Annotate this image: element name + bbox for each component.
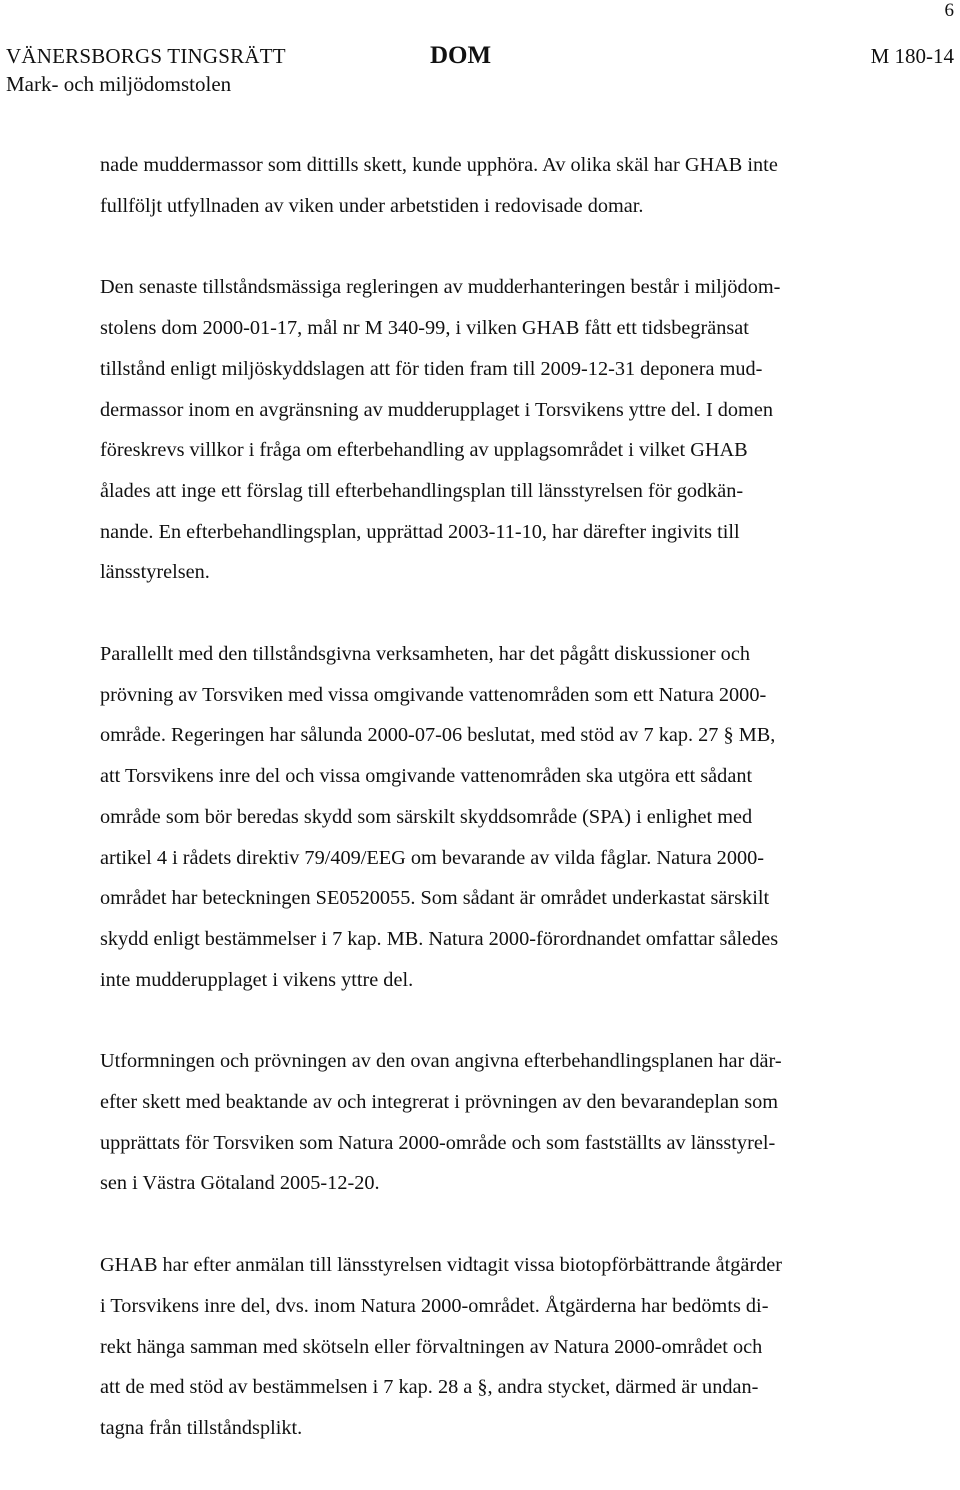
- paragraph: GHAB har efter anmälan till länsstyrelsen vidtagit vissa biotopförbättrande åtgärder i Torsvikens inre del, dvs. inom Natura 2000-området. Åtgärderna har bedömts di- rekt hänga samman med skötseln eller förvaltningen av Natura 2000-området och att de med stöd av bestämmelsen i 7 kap. 28 a §, andra stycket, därmed är undan- tagna från tillståndsplikt.: [100, 1254, 783, 1439]
- court-name: VÄNERSBORGS TINGSRÄTT: [6, 44, 286, 68]
- paragraph: Den senaste tillståndsmässiga regleringen av mudderhanteringen består i miljödom- stolens dom 2000-01-17, mål nr M 340-99, i vilken GHAB fått ett tidsbegränsat tillstånd enligt miljöskyddslagen att för tiden fram till 2009-12-31 deponera mud- dermassor inom en avgränsning av mudderupplaget i Torsvikens yttre del. I domen föreskrevs villkor i fråga om efterbehandling av upplagsområdet i vilket GHAB ålades att inge ett förslag till efterbehandlingsplan till länsstyrelsen för godkän- nande. En efterbehandlingsplan, upprättad 2003-11-10, har därefter ingivits till länsstyrelsen.: [100, 276, 781, 584]
- document-body: [100, 145, 900, 1490]
- case-number: M 180-14: [870, 44, 954, 68]
- page-number: 6: [944, 0, 954, 21]
- paragraph: nade muddermassor som dittills skett, kunde upphöra. Av olika skäl har GHAB inte fullföljt utfyllnaden av viken under arbetstiden i redovisade domar.: [100, 154, 778, 217]
- paragraph: Parallellt med den tillståndsgivna verksamheten, har det pågått diskussioner och prövning av Torsviken med vissa omgivande vattenområden som ett Natura 2000- område. Regeringen har sålunda 2000-07-06 beslutat, med stöd av 7 kap. 27 § MB, att Torsvikens inre del och vissa omgivande vattenområden ska utgöra ett sådant område som bör beredas skydd som särskilt skyddsområde (SPA) i enlighet med artikel 4 i rådets direktiv 79/409/EEG om bevarande av vilda fåglar. Natura 2000- området har beteckningen SE0520055. Som sådant är området underkastat särskilt skydd enligt bestämmelser i 7 kap. MB. Natura 2000-förordnandet omfattar således inte mudderupplaget i vikens yttre del.: [100, 643, 779, 991]
- court-department: Mark- och miljödomstolen: [6, 72, 232, 96]
- document-header: [6, 44, 954, 100]
- paragraph: Utformningen och prövningen av den ovan angivna efterbehandlingsplanen har där- efter skett med beaktande av och integrerat i prövningen av den bevarandeplan som upprättats för Torsviken som Natura 2000-område och som fastställts av länsstyrel- sen i Västra Götaland 2005-12-20.: [100, 1050, 782, 1195]
- document-type: DOM: [430, 42, 492, 69]
